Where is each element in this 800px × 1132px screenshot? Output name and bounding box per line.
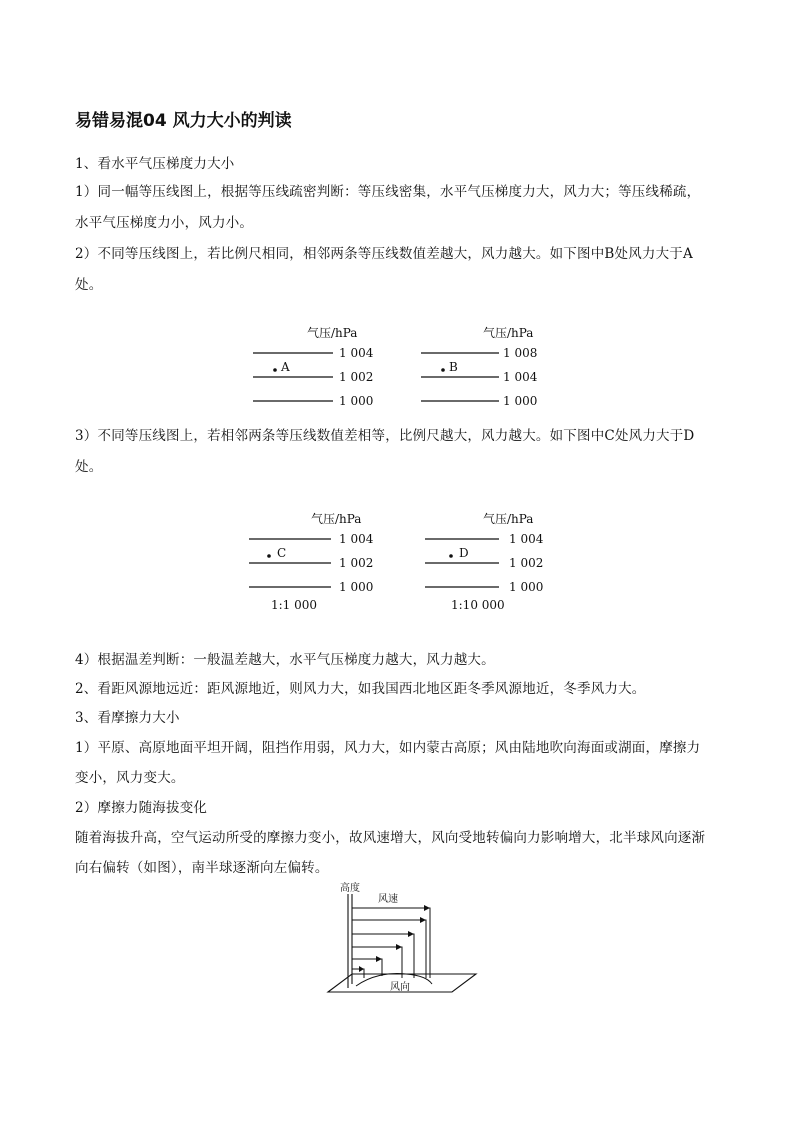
wind-height-figure [322, 880, 482, 1012]
point-marker [267, 554, 271, 558]
page-title: 易错易混04 风力大小的判读 [75, 111, 292, 131]
paragraph-line: 4）根据温差判断：一般温差越大，水平气压梯度力越大，风力越大。 [75, 652, 495, 668]
paragraph-line: 处。 [75, 277, 103, 293]
speed-label: 风速 [378, 894, 398, 905]
height-label: 高度 [340, 883, 360, 894]
paragraph-line: 1）平原、高原地面平坦开阔，阻挡作用弱，风力大，如内蒙古高原；风由陆地吹向海面或湖面，摩擦力 [75, 740, 701, 756]
isobar-label: 1 004 [503, 370, 538, 384]
isobar-label: 1 002 [509, 556, 544, 570]
isobar-label: 1 000 [339, 394, 374, 408]
point-label: D [459, 546, 469, 560]
heading-3: 3、看摩擦力大小 [75, 710, 180, 726]
isobar-label: 1 000 [503, 394, 538, 408]
pressure-header: 气压/hPa [307, 326, 358, 340]
isobar-label: 1 004 [339, 532, 374, 546]
paragraph-line: 3）不同等压线图上，若相邻两条等压线数值差相等，比例尺越大，风力越大。如下图中C处风力大于D [75, 428, 695, 444]
paragraph-line: 1）同一幅等压线图上，根据等压线疏密判断：等压线密集，水平气压梯度力大，风力大；等压线稀疏， [75, 184, 701, 200]
direction-label: 风向 [390, 982, 410, 993]
point-marker [441, 368, 445, 372]
heading-1: 1、看水平气压梯度力大小 [75, 156, 235, 172]
scale-label: 1:1 000 [271, 598, 318, 612]
paragraph-line: 变小，风力变大。 [75, 770, 185, 786]
paragraph-line: 向右偏转（如图），南半球逐渐向左偏转。 [75, 860, 329, 876]
paragraph-line: 2）摩擦力随海拔变化 [75, 800, 208, 816]
paragraph-line: 水平气压梯度力小，风力小。 [75, 215, 254, 231]
heading-2: 2、看距风源地远近：距风源地近，则风力大，如我国西北地区距冬季风源地近，冬季风力大。 [75, 681, 646, 697]
isobar-label: 1 004 [509, 532, 544, 546]
point-label: A [281, 360, 290, 374]
paragraph-line: 随着海拔升高，空气运动所受的摩擦力变小，故风速增大，风向受地转偏向力影响增大，北半球风向逐渐 [75, 830, 706, 846]
pressure-header: 气压/hPa [483, 326, 534, 340]
paragraph-line: 2）不同等压线图上，若比例尺相同，相邻两条等压线数值差越大，风力越大。如下图中B处风力大于A [75, 246, 693, 262]
isobar-label: 1 000 [339, 580, 374, 594]
pressure-header: 气压/hPa [311, 512, 362, 526]
point-label: C [277, 546, 287, 560]
isobar-label: 1 008 [503, 346, 538, 360]
pressure-header: 气压/hPa [483, 512, 534, 526]
isobar-figure-ab [245, 322, 565, 414]
isobar-label: 1 000 [509, 580, 544, 594]
point-marker [449, 554, 453, 558]
scale-label: 1:10 000 [451, 598, 505, 612]
isobar-figure-cd [245, 508, 565, 616]
isobar-label: 1 004 [339, 346, 374, 360]
point-marker [273, 368, 277, 372]
point-label: B [449, 360, 458, 374]
isobar-label: 1 002 [339, 370, 374, 384]
paragraph-line: 处。 [75, 459, 103, 475]
isobar-label: 1 002 [339, 556, 374, 570]
